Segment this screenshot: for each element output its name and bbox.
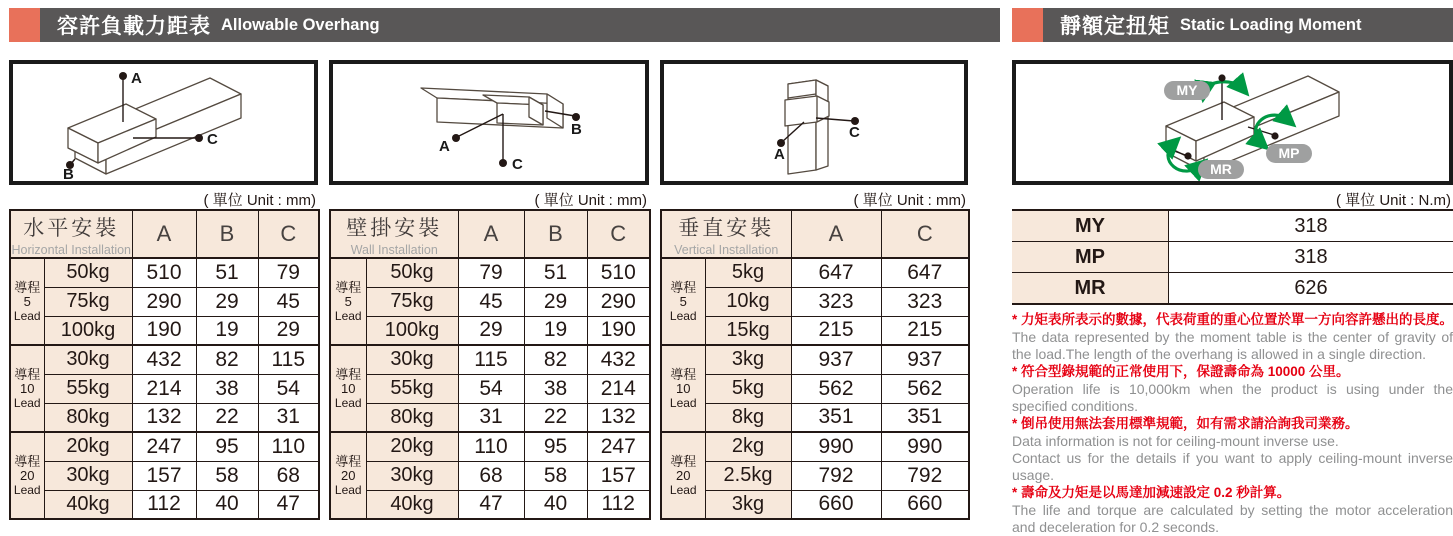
table-row <box>661 316 969 345</box>
column-header-b: B <box>196 210 258 258</box>
load-cell: 75kg <box>366 287 458 316</box>
column-header-c: C <box>258 210 319 258</box>
value-cell: 29 <box>458 316 524 345</box>
wall-installation-diagram <box>329 60 649 185</box>
label-c: C <box>849 124 860 141</box>
value-cell: 562 <box>791 374 881 403</box>
value-cell: 82 <box>524 345 587 374</box>
table-row <box>10 461 319 490</box>
accent-square-icon <box>9 8 40 42</box>
value-cell: 47 <box>258 490 319 519</box>
value-cell: 647 <box>881 258 969 287</box>
wall-installation-column <box>329 60 649 520</box>
value-cell: 290 <box>132 287 196 316</box>
footnotes <box>1012 311 1453 536</box>
table-row <box>10 345 319 374</box>
vertical-installation-diagram <box>660 60 968 185</box>
moment-value-my: 318 <box>1169 210 1453 242</box>
note-en: The data represented by the moment table is the center of gravity of the load.The length of the overhang is allowed in a single direction. <box>1012 329 1453 363</box>
value-cell: 45 <box>258 287 319 316</box>
table-row <box>1012 210 1453 242</box>
table-row <box>1012 273 1453 305</box>
load-cell: 5kg <box>705 258 791 287</box>
table-row <box>661 287 969 316</box>
load-cell: 5kg <box>705 374 791 403</box>
load-cell: 2kg <box>705 432 791 461</box>
table-row <box>661 461 969 490</box>
load-cell: 20kg <box>366 432 458 461</box>
value-cell: 29 <box>196 287 258 316</box>
lead-cell: 導程 5 Lead <box>330 258 366 345</box>
table-row <box>330 287 650 316</box>
load-cell: 3kg <box>705 345 791 374</box>
column-header-a: A <box>458 210 524 258</box>
value-cell: 51 <box>524 258 587 287</box>
value-cell: 54 <box>258 374 319 403</box>
table-row <box>330 403 650 432</box>
note-zh: * 符合型錄規範的正常使用下，保證壽命為 10000 公里。 <box>1012 363 1453 381</box>
moment-value-mr: 626 <box>1169 273 1453 305</box>
wall-installation-table <box>329 209 651 520</box>
value-cell: 112 <box>587 490 650 519</box>
label-a: A <box>774 146 785 163</box>
value-cell: 660 <box>881 490 969 519</box>
value-cell: 351 <box>881 403 969 432</box>
table-row <box>1012 242 1453 273</box>
value-cell: 58 <box>524 461 587 490</box>
lead-cell: 導程 10 Lead <box>330 345 366 432</box>
horizontal-installation-table <box>9 209 320 520</box>
value-cell: 40 <box>196 490 258 519</box>
table-row <box>330 345 650 374</box>
value-cell: 22 <box>196 403 258 432</box>
value-cell: 351 <box>791 403 881 432</box>
load-cell: 10kg <box>705 287 791 316</box>
vertical-installation-table <box>660 209 970 520</box>
lead-cell: 導程 20 Lead <box>661 432 705 519</box>
unit-label-mm: ( 單位 Unit : mm) <box>329 185 649 209</box>
load-cell: 100kg <box>366 316 458 345</box>
load-cell: 30kg <box>366 461 458 490</box>
value-cell: 157 <box>587 461 650 490</box>
static-loading-moment-header <box>1012 8 1453 42</box>
column-header-c: C <box>881 210 969 258</box>
value-cell: 31 <box>258 403 319 432</box>
load-cell: 80kg <box>44 403 132 432</box>
load-cell: 75kg <box>44 287 132 316</box>
moment-label-mp: MP <box>1012 242 1169 273</box>
load-cell: 20kg <box>44 432 132 461</box>
table-row <box>661 374 969 403</box>
value-cell: 54 <box>458 374 524 403</box>
moment-value-mp: 318 <box>1169 242 1453 273</box>
label-b: B <box>63 166 74 181</box>
load-cell: 2.5kg <box>705 461 791 490</box>
note-zh: * 倒吊使用無法套用標準規範，如有需求請洽詢我司業務。 <box>1012 415 1453 433</box>
value-cell: 432 <box>587 345 650 374</box>
value-cell: 110 <box>258 432 319 461</box>
value-cell: 132 <box>132 403 196 432</box>
value-cell: 214 <box>587 374 650 403</box>
table-row <box>10 490 319 519</box>
load-cell: 55kg <box>366 374 458 403</box>
load-cell: 80kg <box>366 403 458 432</box>
value-cell: 58 <box>196 461 258 490</box>
column-header-b: B <box>524 210 587 258</box>
value-cell: 95 <box>196 432 258 461</box>
value-cell: 290 <box>587 287 650 316</box>
table-title: 水平安裝 Horizontal Installation <box>10 210 132 258</box>
value-cell: 38 <box>196 374 258 403</box>
static-moment-column <box>1012 60 1453 536</box>
load-cell: 50kg <box>366 258 458 287</box>
value-cell: 79 <box>258 258 319 287</box>
header-bar <box>40 8 1000 42</box>
unit-label-mm: ( 單位 Unit : mm) <box>660 185 968 209</box>
value-cell: 190 <box>587 316 650 345</box>
load-cell: 3kg <box>705 490 791 519</box>
value-cell: 432 <box>132 345 196 374</box>
value-cell: 214 <box>132 374 196 403</box>
lead-cell: 導程 10 Lead <box>661 345 705 432</box>
lead-cell: 導程 20 Lead <box>10 432 44 519</box>
value-cell: 510 <box>132 258 196 287</box>
lead-cell: 導程 5 Lead <box>661 258 705 345</box>
table-row <box>330 461 650 490</box>
value-cell: 215 <box>791 316 881 345</box>
note-en: Operation life is 10,000km when the product is using under the specified conditions. <box>1012 381 1453 415</box>
value-cell: 112 <box>132 490 196 519</box>
table-row <box>330 258 650 287</box>
table-row <box>10 374 319 403</box>
moment-diagram <box>1012 60 1453 185</box>
label-mr: MR <box>1210 161 1232 177</box>
value-cell: 132 <box>587 403 650 432</box>
table-row <box>661 403 969 432</box>
label-c: C <box>512 156 523 173</box>
note-zh: * 壽命及力矩是以馬達加減速設定 0.2 秒計算。 <box>1012 484 1453 502</box>
unit-label-mm: ( 單位 Unit : mm) <box>9 185 318 209</box>
value-cell: 660 <box>791 490 881 519</box>
note-4 <box>1012 484 1453 536</box>
label-my: MY <box>1177 82 1199 98</box>
table-row <box>10 403 319 432</box>
load-cell: 30kg <box>366 345 458 374</box>
value-cell: 115 <box>258 345 319 374</box>
value-cell: 115 <box>458 345 524 374</box>
value-cell: 68 <box>258 461 319 490</box>
column-header-c: C <box>587 210 650 258</box>
note-en: The life and torque are calculated by setting the motor acceleration and deceleration for 0.2 seconds. <box>1012 502 1453 536</box>
value-cell: 31 <box>458 403 524 432</box>
value-cell: 990 <box>791 432 881 461</box>
header-title-zh: 靜額定扭矩 <box>1060 10 1170 40</box>
table-row <box>661 432 969 461</box>
note-1 <box>1012 311 1453 363</box>
value-cell: 68 <box>458 461 524 490</box>
value-cell: 247 <box>132 432 196 461</box>
moment-label-mr: MR <box>1012 273 1169 305</box>
label-a: A <box>131 70 142 87</box>
column-header-a: A <box>132 210 196 258</box>
label-b: B <box>571 121 582 138</box>
header-title-en: Static Loading Moment <box>1180 16 1362 35</box>
note-en: Data information is not for ceiling-mount inverse use. <box>1012 433 1453 450</box>
load-cell: 30kg <box>44 461 132 490</box>
note-2 <box>1012 363 1453 415</box>
label-mp: MP <box>1279 145 1300 161</box>
value-cell: 562 <box>881 374 969 403</box>
value-cell: 45 <box>458 287 524 316</box>
value-cell: 792 <box>881 461 969 490</box>
value-cell: 110 <box>458 432 524 461</box>
lead-cell: 導程 5 Lead <box>10 258 44 345</box>
accent-square-icon <box>1012 8 1043 42</box>
value-cell: 19 <box>524 316 587 345</box>
note-en: Contact us for the details if you want to apply ceiling-mount inverse usage. <box>1012 450 1453 484</box>
note-zh: * 力矩表所表示的數據，代表荷重的重心位置於單一方向容許懸出的長度。 <box>1012 311 1453 329</box>
moment-label-my: MY <box>1012 210 1169 242</box>
value-cell: 95 <box>524 432 587 461</box>
table-row <box>10 287 319 316</box>
value-cell: 937 <box>881 345 969 374</box>
table-row <box>10 316 319 345</box>
header-bar <box>1043 8 1453 42</box>
value-cell: 40 <box>524 490 587 519</box>
horizontal-installation-diagram <box>9 60 318 185</box>
moment-table <box>1012 209 1453 305</box>
load-cell: 40kg <box>366 490 458 519</box>
value-cell: 79 <box>458 258 524 287</box>
header-title-en: Allowable Overhang <box>221 16 380 35</box>
table-row <box>330 374 650 403</box>
value-cell: 647 <box>791 258 881 287</box>
lead-cell: 導程 20 Lead <box>330 432 366 519</box>
value-cell: 82 <box>196 345 258 374</box>
header-title-zh: 容許負載力距表 <box>57 10 211 40</box>
table-row <box>330 316 650 345</box>
load-cell: 50kg <box>44 258 132 287</box>
value-cell: 215 <box>881 316 969 345</box>
value-cell: 323 <box>881 287 969 316</box>
load-cell: 40kg <box>44 490 132 519</box>
value-cell: 22 <box>524 403 587 432</box>
value-cell: 190 <box>132 316 196 345</box>
value-cell: 19 <box>196 316 258 345</box>
value-cell: 510 <box>587 258 650 287</box>
note-3 <box>1012 415 1453 484</box>
load-cell: 8kg <box>705 403 791 432</box>
load-cell: 55kg <box>44 374 132 403</box>
vertical-installation-column <box>660 60 968 520</box>
column-header-a: A <box>791 210 881 258</box>
table-row <box>10 258 319 287</box>
value-cell: 157 <box>132 461 196 490</box>
table-row <box>330 490 650 519</box>
table-title: 壁掛安裝 Wall Installation <box>330 210 458 258</box>
load-cell: 30kg <box>44 345 132 374</box>
lead-cell: 導程 10 Lead <box>10 345 44 432</box>
value-cell: 38 <box>524 374 587 403</box>
table-title: 垂直安裝 Vertical Installation <box>661 210 791 258</box>
load-cell: 15kg <box>705 316 791 345</box>
table-row <box>330 432 650 461</box>
value-cell: 937 <box>791 345 881 374</box>
value-cell: 990 <box>881 432 969 461</box>
overhang-columns <box>9 60 968 520</box>
label-a: A <box>439 138 450 155</box>
value-cell: 247 <box>587 432 650 461</box>
value-cell: 29 <box>524 287 587 316</box>
horizontal-installation-column <box>9 60 318 520</box>
unit-label-nm: ( 單位 Unit : N.m) <box>1012 185 1453 209</box>
table-row <box>661 490 969 519</box>
allowable-overhang-header <box>9 8 1000 42</box>
label-c: C <box>207 131 218 148</box>
table-row <box>661 258 969 287</box>
load-cell: 100kg <box>44 316 132 345</box>
value-cell: 47 <box>458 490 524 519</box>
value-cell: 29 <box>258 316 319 345</box>
table-row <box>10 432 319 461</box>
value-cell: 323 <box>791 287 881 316</box>
table-row <box>661 345 969 374</box>
value-cell: 792 <box>791 461 881 490</box>
value-cell: 51 <box>196 258 258 287</box>
